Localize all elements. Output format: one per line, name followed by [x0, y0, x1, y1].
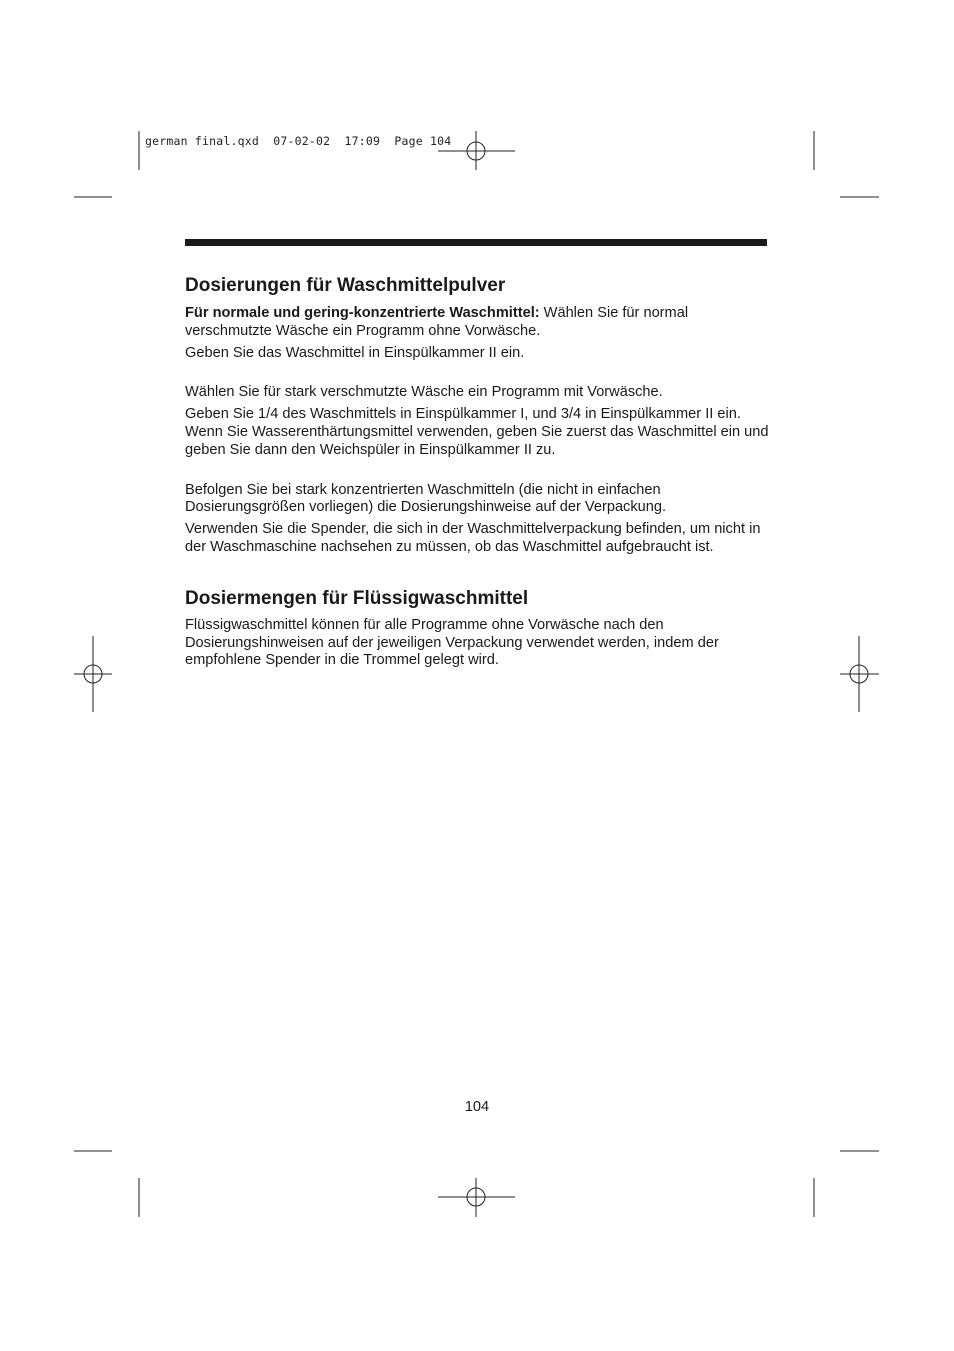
paragraph-dispenser-ii: Geben Sie das Waschmittel in Einspülkammer II ein. — [185, 344, 525, 361]
paragraph-lead-rest: Wählen Sie für normal verschmutzte Wäsche ein Programm ohne Vorwäsche. — [185, 305, 689, 339]
paragraph-dispensers: Verwenden Sie die Spender, die sich in der Waschmittelverpackung befinden, um nicht in der Waschmaschine nachsehen zu müssen, ob das Waschmittel aufgebraucht ist. — [185, 521, 761, 555]
registration-mark-right — [840, 636, 879, 712]
page-content — [185, 274, 770, 670]
paragraph-lead-bold: Für normale und gering-konzentrierte Waschmittel: — [185, 305, 540, 321]
registration-mark-left — [74, 636, 112, 712]
section-heading-liquid: Dosiermengen für Flüssigwaschmittel — [185, 587, 529, 609]
paragraph-heavy-soil: Wählen Sie für stark verschmutzte Wäsche ein Programm mit Vorwäsche. — [185, 384, 663, 401]
section-heading-powder: Dosierungen für Waschmittelpulver — [185, 275, 506, 296]
paragraph-normal-detergent — [185, 305, 770, 341]
print-slug: german final.qxd 07-02-02 17:09 Page 104 — [145, 134, 452, 148]
header-rule — [185, 239, 767, 246]
paragraph-concentrated: Befolgen Sie bei stark konzentrierten Waschmitteln (die nicht in einfachen Dosierungsgrößen vorliegen) die Dosierungshinweise auf der Verpackung. — [185, 481, 667, 516]
registration-mark-top — [438, 131, 515, 170]
page-number: 104 — [464, 1099, 490, 1115]
registration-mark-bottom — [438, 1178, 515, 1217]
paragraph-liquid-detergent: Flüssigwaschmittel können für alle Programme ohne Vorwäsche nach den Dosierungshinweisen auf der jeweiligen Verpackung verwendet werden, indem der empfohlene Spender in die Trommel gelegt wird. — [185, 616, 719, 669]
paragraph-split-dosage: Geben Sie 1/4 des Waschmittels in Einspülkammer I, und 3/4 in Einspülkammer II ein. Wenn Sie Wasserenthärtungsmittel verwenden, geben Sie zuerst das Waschmittel ein und geben Sie dann den Weichspüler in Einspülkammer II zu. — [185, 406, 769, 458]
